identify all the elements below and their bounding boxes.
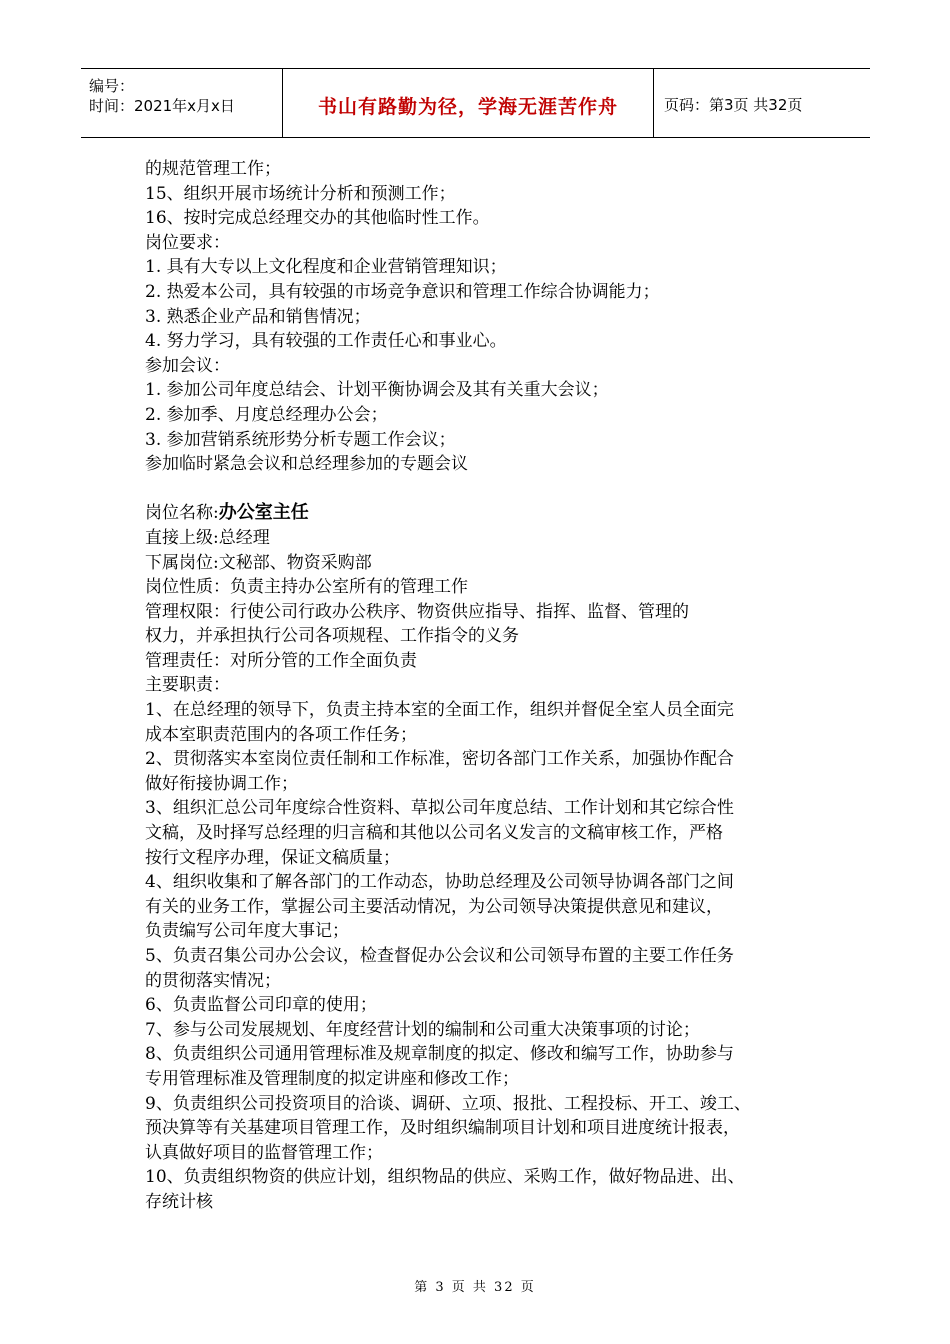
document-body [145, 157, 825, 1215]
body-line: 8、负责组织公司通用管理标准及规章制度的拟定、修改和编写工作，协助参与 [145, 1044, 734, 1065]
page-header [81, 68, 870, 138]
body-line: 3. 参加营销系统形势分析专题工作会议； [145, 429, 456, 450]
body-line: 15、组织开展市场统计分析和预测工作； [145, 183, 456, 204]
body-line: 权力，并承担执行公司各项规程、工作指令的义务 [145, 626, 519, 647]
body-line: 2. 热爱本公司，具有较强的市场竞争意识和管理工作综合协调能力； [145, 281, 660, 302]
body-line: 认真做好项目的监督管理工作； [145, 1142, 383, 1163]
document-number-label: 编号： [89, 77, 135, 95]
body-line: 7、参与公司发展规划、年度经营计划的编制和公司重大决策事项的讨论； [145, 1019, 700, 1040]
body-line: 岗位性质：负责主持办公室所有的管理工作 [145, 577, 468, 598]
position-name-value: 办公室主任 [218, 502, 309, 524]
body-line: 4. 努力学习，具有较强的工作责任心和事业心。 [145, 331, 507, 352]
body-line: 的规范管理工作； [145, 159, 281, 179]
body-line: 5、负责召集公司办公会议，检查督促办公会议和公司领导布置的主要工作任务 [145, 946, 734, 966]
body-line: 参加临时紧急会议和总经理参加的专题会议 [145, 454, 468, 475]
header-motto: 书山有路勤为径，学海无涯苦作舟 [317, 96, 618, 118]
body-line: 管理权限：行使公司行政办公秩序、物资供应指导、指挥、监督、管理的 [145, 601, 689, 622]
body-line: 1、在总经理的领导下，负责主持本室的全面工作，组织并督促全室人员全面完 [145, 700, 734, 721]
header-motto-cell [283, 69, 654, 137]
body-line: 3. 熟悉企业产品和销售情况； [145, 306, 371, 327]
body-line: 16、按时完成总经理交办的其他临时性工作。 [145, 208, 490, 229]
body-line: 按行文程序办理，保证文稿质量； [145, 847, 400, 868]
body-line: 2、贯彻落实本室岗位责任制和工作标准，密切各部门工作关系，加强协作配合 [145, 749, 734, 770]
body-line: 岗位要求： [145, 232, 230, 253]
header-left-cell [81, 69, 283, 137]
body-line: 9、负责组织公司投资项目的洽谈、调研、立项、报批、工程投标、开工、竣工、 [145, 1093, 751, 1114]
position-name-label: 岗位名称: [145, 503, 219, 524]
body-line: 成本室职责范围内的各项工作任务； [145, 724, 417, 745]
body-line: 负责编写公司年度大事记； [145, 921, 349, 942]
body-line: 文稿，及时择写总经理的归言稿和其他以公司名义发言的文稿审核工作，严格 [145, 823, 723, 844]
body-line: 有关的业务工作，掌握公司主要活动情况，为公司领导决策提供意见和建议， [145, 896, 723, 917]
body-line: 主要职责： [145, 675, 230, 696]
body-line: 的贯彻落实情况； [145, 970, 281, 991]
paragraph-gap [145, 477, 825, 502]
header-page-info: 页码：第3页 共32页 [664, 96, 803, 114]
body-line: 直接上级:总经理 [145, 527, 270, 548]
body-line: 预决算等有关基建项目管理工作，及时组织编制项目计划和项目进度统计报表， [145, 1118, 740, 1139]
body-line: 参加会议： [145, 355, 230, 376]
body-line: 下属岗位:文秘部、物资采购部 [145, 552, 372, 573]
body-line: 专用管理标准及管理制度的拟定讲座和修改工作； [145, 1068, 519, 1089]
body-line: 存统计核 [145, 1191, 213, 1212]
body-line: 2. 参加季、月度总经理办公会； [145, 404, 388, 425]
body-line: 10、负责组织物资的供应计划，组织物品的供应、采购工作，做好物品进、出、 [145, 1167, 745, 1188]
body-line: 管理责任：对所分管的工作全面负责 [145, 650, 417, 671]
position-title-line [145, 501, 825, 526]
body-line: 4、组织收集和了解各部门的工作动态，协助总经理及公司领导协调各部门之间 [145, 872, 734, 893]
body-line: 做好衔接协调工作； [145, 773, 298, 794]
page-footer: 第 3 页 共 32 页 [414, 1280, 536, 1295]
body-line: 1. 参加公司年度总结会、计划平衡协调会及其有关重大会议； [145, 380, 609, 401]
body-line: 6、负责监督公司印章的使用； [145, 995, 377, 1016]
body-line: 3、组织汇总公司年度综合性资料、草拟公司年度总结、工作计划和其它综合性 [145, 798, 734, 819]
document-date-label: 时间：2021年x月x日 [89, 97, 235, 115]
body-line: 1. 具有大专以上文化程度和企业营销管理知识； [145, 257, 507, 278]
header-page-cell [654, 69, 870, 137]
